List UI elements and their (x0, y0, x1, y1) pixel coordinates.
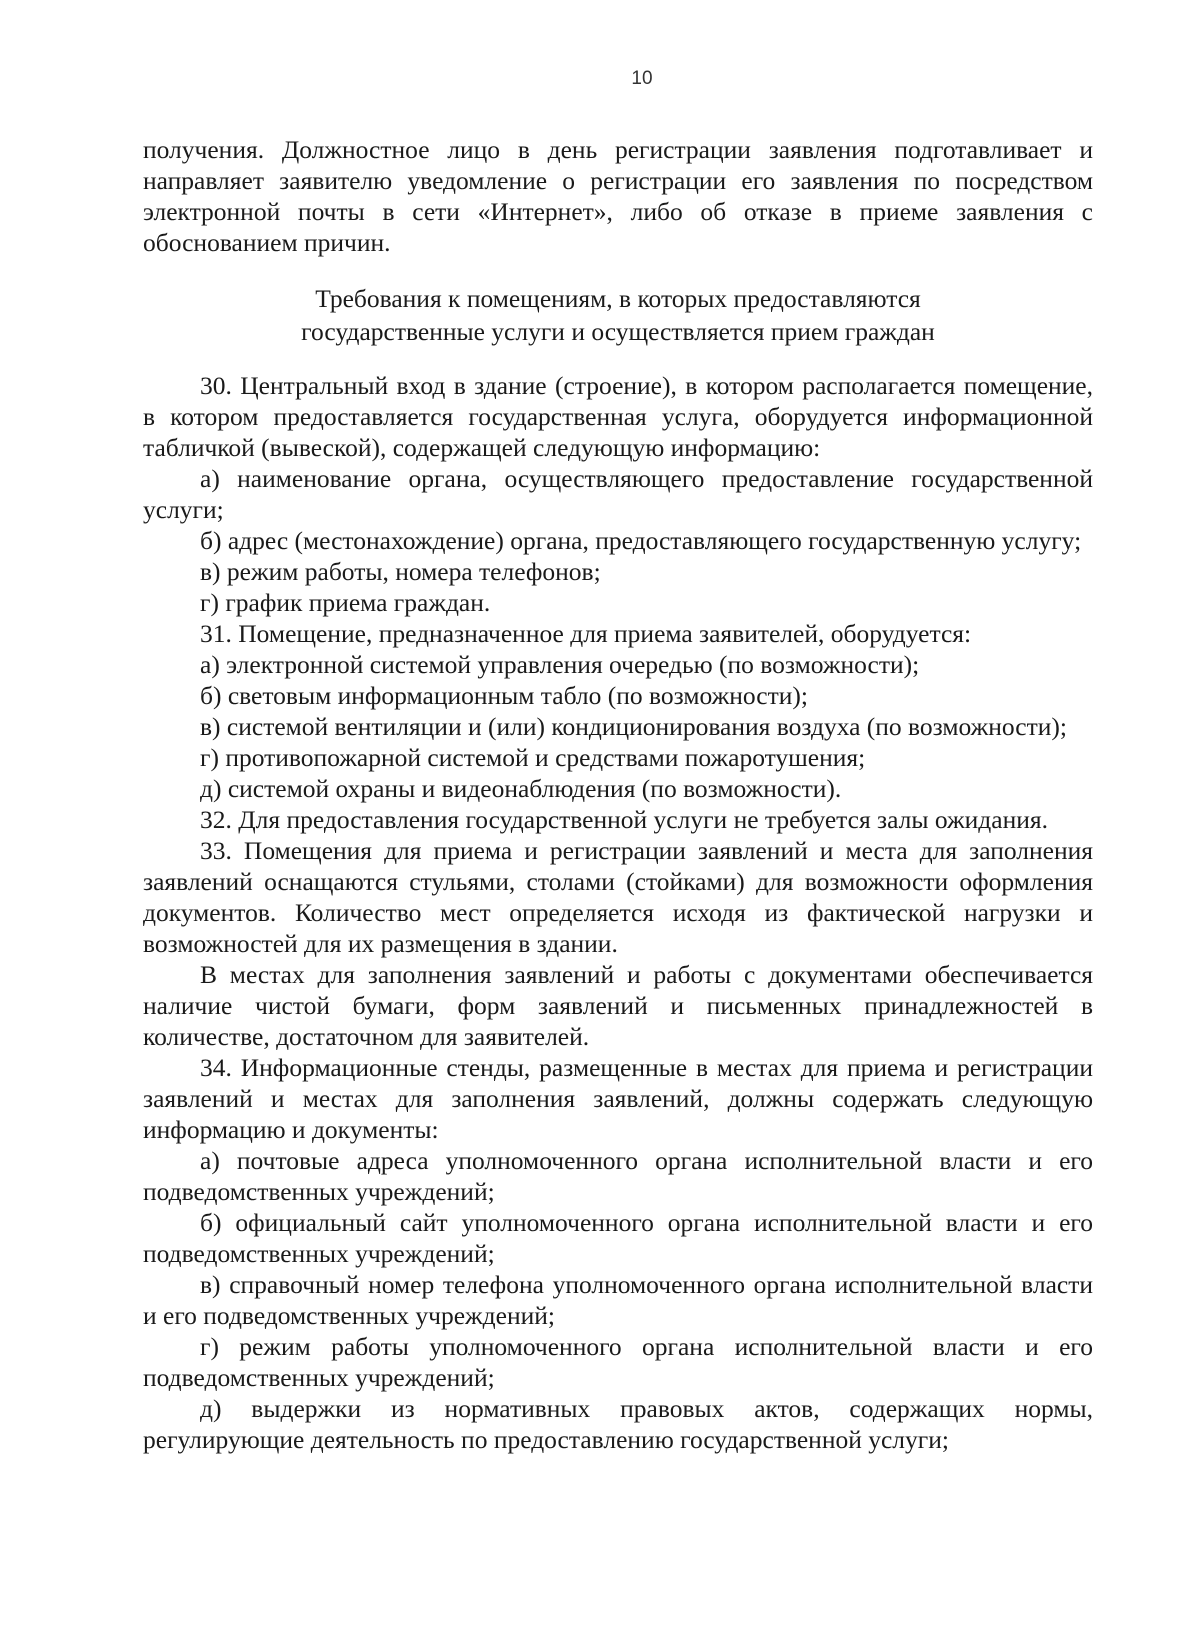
list-item-30-v: в) режим работы, номера телефонов; (200, 557, 601, 586)
paragraph-32: 32. Для предоставления государственной услуги не требуется залы ожидания. (200, 805, 1048, 834)
list-item-30-b: б) адрес (местонахождение) органа, предоставляющего государственную услугу; (200, 526, 1082, 555)
list-item-31-d: д) системой охраны и видеонаблюдения (по возможности). (200, 774, 842, 803)
list-item-31-a: а) электронной системой управления очередью (по возможности); (200, 650, 920, 679)
intro-paragraph: получения. Должностное лицо в день регистрации заявления подготавливает и направляет заявителю уведомление о регистрации его заявления по посредством электронной почты в сети «Интернет», либо об отказе в приеме заявления с обоснованием причин. (143, 135, 1093, 257)
section-heading-line-1: Требования к помещениям, в которых предоставляются (315, 284, 921, 313)
paragraph-30: 30. Центральный вход в здание (строение), в котором располагается помещение, в котором предоставляется государственная услуга, оборудуется информационной табличкой (вывеской), содержащей следующую информацию: (143, 371, 1093, 462)
list-item-31-g: г) противопожарной системой и средствами пожаротушения; (200, 743, 866, 772)
document-body (143, 134, 1093, 1455)
list-item-34-d: д) выдержки из нормативных правовых актов, содержащих нормы, регулирующие деятельность по предоставлению государственной услуги; (143, 1394, 1093, 1454)
paragraph-33-continued: В местах для заполнения заявлений и работы с документами обеспечивается наличие чистой бумаги, форм заявлений и письменных принадлежностей в количестве, достаточном для заявителей. (143, 960, 1093, 1051)
list-item-31-b: б) световым информационным табло (по возможности); (200, 681, 808, 710)
section-heading (143, 282, 1093, 348)
list-item-34-b: б) официальный сайт уполномоченного органа исполнительной власти и его подведомственных учреждений; (143, 1208, 1093, 1268)
paragraph-34: 34. Информационные стенды, размещенные в местах для приема и регистрации заявлений и местах для заполнения заявлений, должны содержать следующую информацию и документы: (143, 1053, 1093, 1144)
paragraph-33: 33. Помещения для приема и регистрации заявлений и места для заполнения заявлений оснащаются стульями, столами (стойками) для возможности оформления документов. Количество мест определяется исходя из фактической нагрузки и возможностей для их размещения в здании. (143, 836, 1093, 958)
list-item-31-v: в) системой вентиляции и (или) кондиционирования воздуха (по возможности); (200, 712, 1067, 741)
list-item-30-g: г) график приема граждан. (200, 588, 491, 617)
section-heading-line-2: государственные услуги и осуществляется прием граждан (301, 317, 935, 346)
list-item-34-a: а) почтовые адреса уполномоченного органа исполнительной власти и его подведомственных учреждений; (143, 1146, 1093, 1206)
list-item-34-v: в) справочный номер телефона уполномоченного органа исполнительной власти и его подведомственных учреждений; (143, 1270, 1093, 1330)
list-item-30-a: а) наименование органа, осуществляющего предоставление государственной услуги; (143, 464, 1093, 524)
paragraph-31: 31. Помещение, предназначенное для приема заявителей, оборудуется: (200, 619, 972, 648)
page-number: 10 (631, 68, 653, 89)
list-item-34-g: г) режим работы уполномоченного органа исполнительной власти и его подведомственных учреждений; (143, 1332, 1093, 1392)
